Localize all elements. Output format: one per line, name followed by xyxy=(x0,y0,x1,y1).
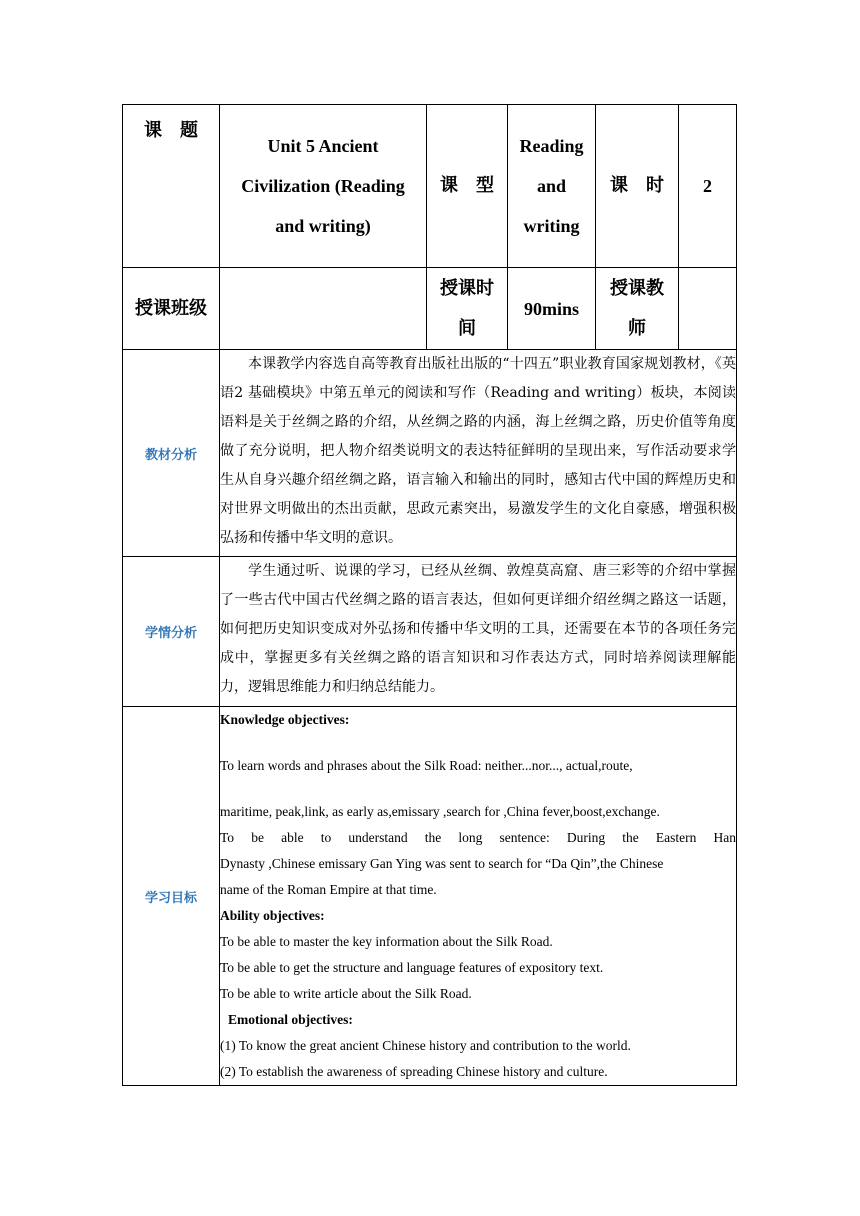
teacher-label: 授课教师 xyxy=(596,268,679,350)
time-value: 90mins xyxy=(508,268,596,350)
type-value: Reading and writing xyxy=(508,105,596,268)
type-label: 课 型 xyxy=(427,105,508,268)
ability-heading: Ability objectives: xyxy=(220,908,325,923)
topic-value: Unit 5 Ancient Civilization (Reading and writing) xyxy=(220,105,427,268)
emotional-line-1: (1) To know the great ancient Chinese history and contribution to the world. xyxy=(220,1038,631,1053)
knowledge-line-2: maritime, peak,link, as early as,emissary ,search for ,China fever,boost,exchange. xyxy=(220,804,660,819)
row-textbook-analysis xyxy=(123,350,737,557)
time-label: 授课时间 xyxy=(427,268,508,350)
class-value xyxy=(220,268,427,350)
students-label: 学情分析 xyxy=(123,557,220,707)
row-student-analysis xyxy=(123,557,737,707)
ability-line-1: To be able to master the key information about the Silk Road. xyxy=(220,934,553,949)
row-topic xyxy=(123,105,737,268)
teacher-value xyxy=(679,268,737,350)
emotional-line-2: (2) To establish the awareness of spreading Chinese history and culture. xyxy=(220,1064,608,1079)
knowledge-line-3: To be able to understand the long sentence: During the Eastern Han xyxy=(220,830,736,845)
ability-line-3: To be able to write article about the Silk Road. xyxy=(220,986,472,1001)
textbook-text: 本课教学内容选自高等教育出版社出版的“十四五”职业教育国家规划教材，《英语2 基础模块》中第五单元的阅读和写作（Reading and writing）板块，本阅读语料是关于丝绸之路的介绍，从丝绸之路的内涵，海上丝绸之路，历史价值等角度做了充分说明，把人物介绍类说明文的表达特征鲜明的呈现出来，写作活动要求学生从自身兴趣介绍丝绸之路，语言输入和输出的同时，感知古代中国的辉煌历史和对世界文明做出的杰出贡献，思政元素突出，易激发学生的文化自豪感，增强积极弘扬和传播中华文明的意识。 xyxy=(220,350,737,557)
row-objectives xyxy=(123,707,737,1086)
hours-label: 课 时 xyxy=(596,105,679,268)
textbook-label: 教材分析 xyxy=(123,350,220,557)
knowledge-line-1: To learn words and phrases about the Silk Road: neither...nor..., actual,route, xyxy=(220,758,633,773)
knowledge-line-4: Dynasty ,Chinese emissary Gan Ying was sent to search for “Da Qin”,the Chinese xyxy=(220,856,664,871)
objectives-content xyxy=(220,707,737,1086)
row-class xyxy=(123,268,737,350)
knowledge-line-5: name of the Roman Empire at that time. xyxy=(220,882,437,897)
knowledge-heading: Knowledge objectives: xyxy=(220,712,350,727)
objectives-label: 学习目标 xyxy=(123,707,220,1086)
class-label: 授课班级 xyxy=(123,268,220,350)
hours-value: 2 xyxy=(679,105,737,268)
lesson-plan-table xyxy=(122,104,737,1086)
students-text: 学生通过听、说课的学习，已经从丝绸、敦煌莫高窟、唐三彩等的介绍中掌握了一些古代中国古代丝绸之路的语言表达，但如何更详细介绍丝绸之路这一话题，如何把历史知识变成对外弘扬和传播中华文明的工具，还需要在本节的各项任务完成中，掌握更多有关丝绸之路的语言知识和习作表达方式，同时培养阅读理解能力，逻辑思维能力和归纳总结能力。 xyxy=(220,557,737,707)
emotional-heading: Emotional objectives: xyxy=(228,1012,353,1027)
ability-line-2: To be able to get the structure and language features of expository text. xyxy=(220,960,604,975)
topic-label: 课 题 xyxy=(123,105,220,268)
